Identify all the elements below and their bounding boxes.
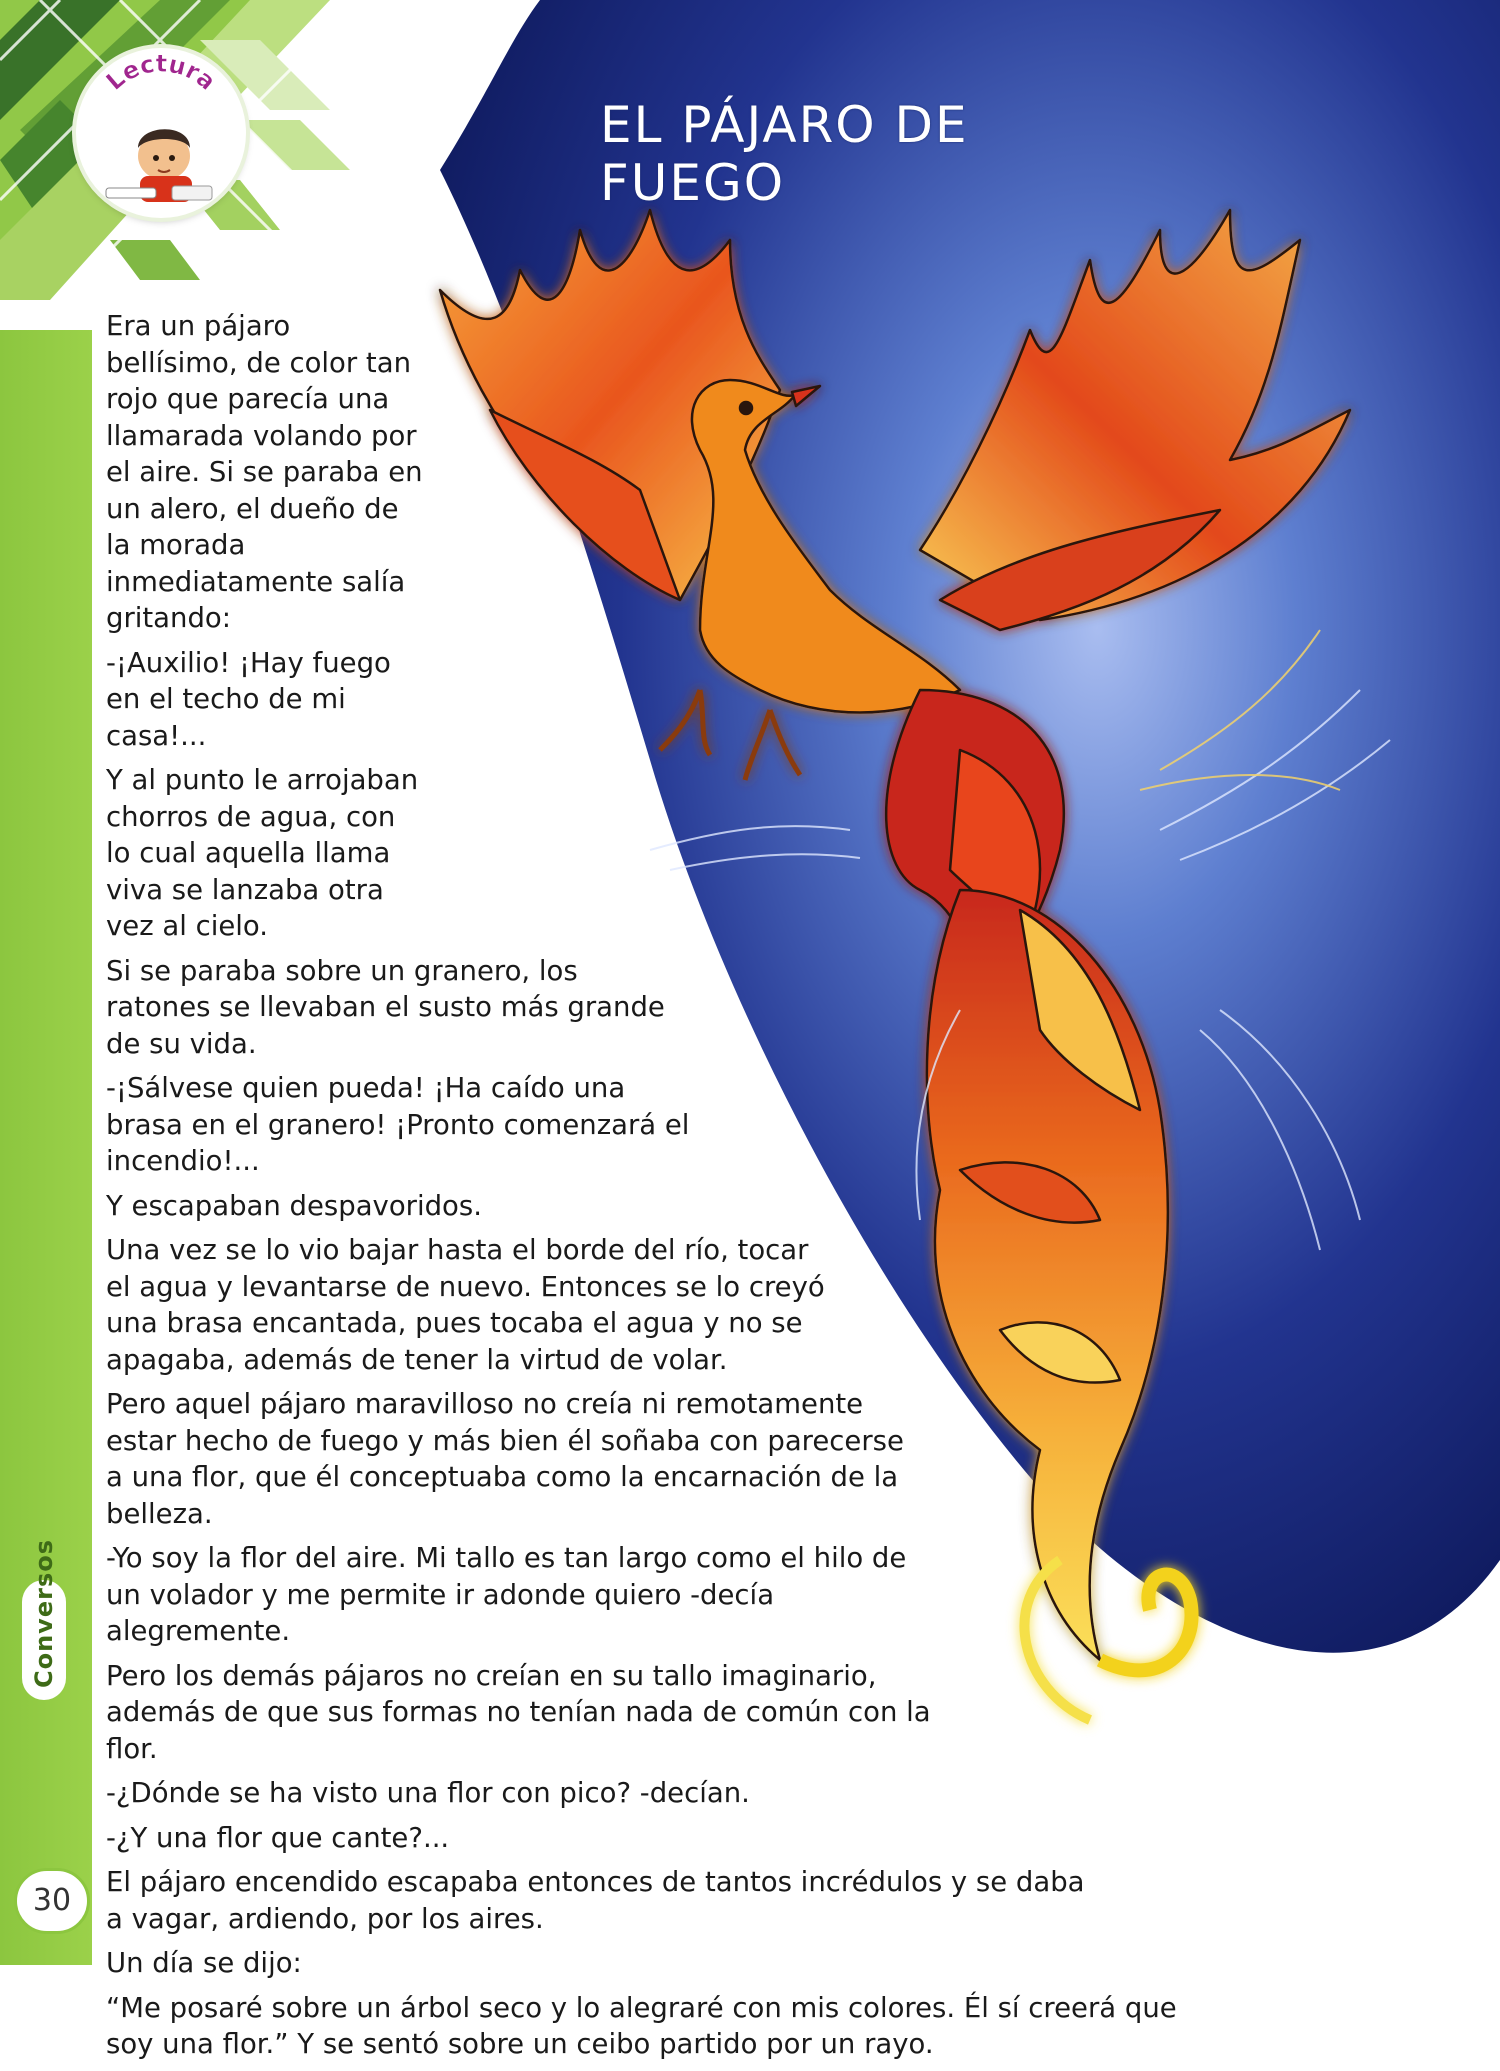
story-paragraph: -¡Auxilio! ¡Hay fuego en el techo de mi casa!...	[106, 646, 391, 752]
lectura-badge	[76, 48, 246, 218]
story-paragraph: Un día se dijo:	[106, 1947, 302, 1979]
story-intro	[106, 308, 1206, 945]
page-title: EL PÁJARO DE FUEGO	[600, 96, 969, 212]
story-paragraph: Pero aquel pájaro maravilloso no creía ni remotamente estar hecho de fuego y más bien él soñaba con parecerse a una flor, que él conceptuaba como la encarnación de la belleza.	[106, 1388, 904, 1530]
story-text	[106, 308, 1206, 2071]
story-paragraph: -¿Dónde se ha visto una flor con pico? -decían.	[106, 1777, 750, 1809]
story-paragraph: Pero los demás pájaros no creían en su tallo imaginario, además de que sus formas no tenían nada de común con la flor.	[106, 1659, 931, 1765]
story-paragraph: Una vez se lo vio bajar hasta el borde del río, tocar el agua y levantarse de nuevo. Entonces se lo creyó una brasa encantada, pues tocaba el agua y no se apagaba, además de tener la virtud de volar.	[106, 1234, 825, 1376]
story-paragraph: El pájaro encendido escapaba entonces de tantos incrédulos y se daba a vagar, ardiendo, por los aires.	[106, 1866, 1085, 1935]
story-paragraph: Si se paraba sobre un granero, los ratones se llevaban el susto más grande de su vida.	[106, 954, 665, 1060]
story-paragraph: -¿Y una flor que cante?...	[106, 1821, 450, 1854]
story-paragraph: Era un pájaro bellísimo, de color tan rojo que parecía una llamarada volando por el aire. Si se paraba en un alero, el dueño de la morada inmediatamente salía gritando:	[106, 310, 423, 634]
story-paragraph: “Me posaré sobre un árbol seco y lo alegraré con mis colores. Él sí creerá que soy una flor.” Y se sentó sobre un ceibo partido por un rayo.	[106, 1991, 1177, 2060]
series-label: Conversos	[22, 1580, 66, 1700]
page-number: 30	[14, 1868, 90, 1934]
story-paragraph: Y escapaban despavoridos.	[106, 1189, 482, 1222]
badge-label: Lectura	[100, 49, 222, 96]
story-paragraph: -¡Sálvese quien pueda! ¡Ha caído una brasa en el granero! ¡Pronto comenzará el incendio!...	[106, 1072, 690, 1177]
story-paragraph: Y al punto le arrojaban chorros de agua, con lo cual aquella llama viva se lanzaba otra vez al cielo.	[106, 764, 419, 942]
svg-text:Lectura	[101, 50, 221, 96]
story-paragraph: -Yo soy la flor del aire. Mi tallo es tan largo como el hilo de un volador y me permite ir adonde quiero -decía alegremente.	[106, 1542, 907, 1647]
child-reading-icon	[76, 48, 246, 218]
